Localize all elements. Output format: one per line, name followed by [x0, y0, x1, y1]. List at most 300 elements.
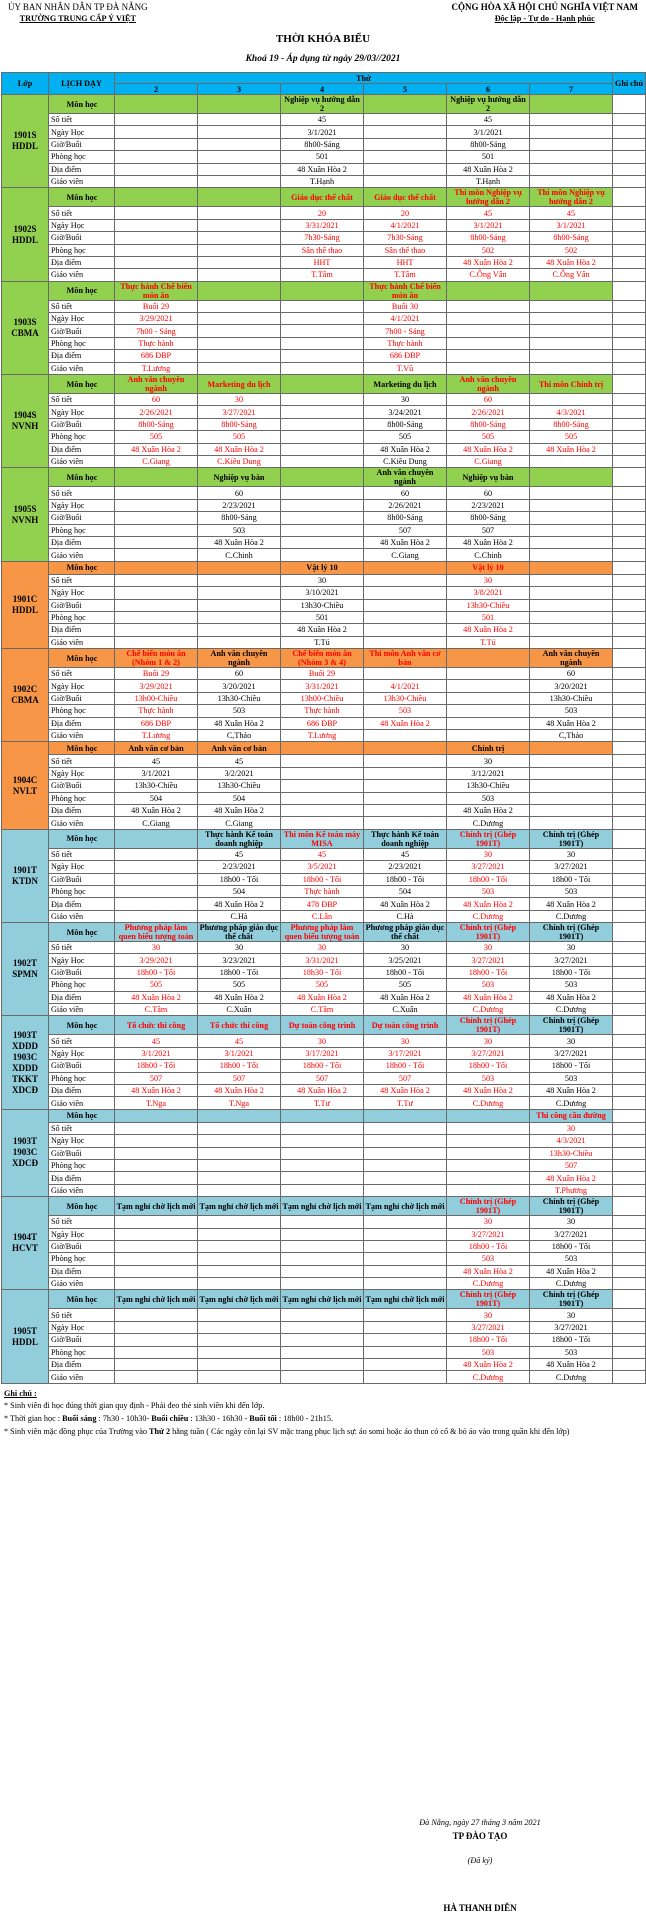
cell-start-date	[115, 1135, 198, 1147]
cell-location	[530, 350, 613, 362]
cell-periods	[447, 300, 530, 312]
cell-location	[364, 624, 447, 636]
cell-subject: Tạm nghỉ chờ lịch mới	[281, 1290, 364, 1309]
page-title: THỜI KHÓA BIỂU	[275, 33, 371, 45]
row-label-room: Phòng học	[49, 244, 115, 256]
cell-session-time: 18h00 - Tối	[364, 966, 447, 978]
cell-start-date	[364, 1321, 447, 1333]
cell-note	[613, 611, 646, 623]
cell-session-time	[447, 325, 530, 337]
cell-session-time	[364, 599, 447, 611]
cell-location	[198, 163, 281, 175]
row-label-subject: Môn học	[49, 188, 115, 207]
note-line	[4, 1426, 642, 1439]
class-detail-row	[2, 817, 646, 829]
cell-location: 48 Xuân Hòa 2	[447, 256, 530, 268]
cell-note	[613, 549, 646, 561]
cell-periods	[198, 300, 281, 312]
cell-teacher: C.Dương	[447, 1097, 530, 1109]
cell-teacher	[115, 549, 198, 561]
issuer-school: TRƯỜNG TRUNG CẤP Ý VIỆT	[19, 14, 136, 23]
header-class: Lớp	[2, 73, 49, 95]
cell-subject: Anh văn chuyên ngành	[364, 468, 447, 487]
row-label-start-date: Ngày Học	[49, 1135, 115, 1147]
cell-session-time	[198, 1334, 281, 1346]
cell-session-time	[447, 1147, 530, 1159]
row-label-subject: Môn học	[49, 1109, 115, 1122]
cell-session-time: 7h30-Sáng	[364, 232, 447, 244]
cell-start-date: 3/1/2021	[115, 1047, 198, 1059]
cell-teacher: C.Tâm	[115, 1004, 198, 1016]
row-label-start-date: Ngày Học	[49, 861, 115, 873]
cell-start-date	[364, 1135, 447, 1147]
cell-teacher: C.Giang	[198, 817, 281, 829]
class-name: 1903S CBMA	[2, 281, 49, 374]
signature-name: HÀ THANH DIỄN	[443, 1903, 517, 1913]
cell-teacher: C.Dương	[530, 1371, 613, 1383]
cell-start-date	[364, 767, 447, 779]
row-label-periods: Số tiết	[49, 1309, 115, 1321]
cell-periods	[364, 114, 447, 126]
cell-start-date	[198, 1228, 281, 1240]
cell-subject	[198, 561, 281, 574]
row-label-session-time: Giờ/Buổi	[49, 692, 115, 704]
cell-note	[613, 232, 646, 244]
cell-note	[613, 574, 646, 586]
row-label-start-date: Ngày Học	[49, 126, 115, 138]
cell-start-date: 3/1/2021	[447, 219, 530, 231]
header-day: 7	[530, 84, 613, 95]
cell-subject: Vật lý 10	[447, 561, 530, 574]
cell-periods: 30	[198, 394, 281, 406]
header-weekday: Thứ	[115, 73, 613, 84]
cell-subject: Chính trị	[447, 742, 530, 755]
cell-periods	[364, 668, 447, 680]
cell-start-date	[530, 767, 613, 779]
cell-room: 507	[447, 524, 530, 536]
cell-note	[613, 1047, 646, 1059]
cell-location: 48 Xuân Hòa 2	[281, 624, 364, 636]
cell-start-date	[281, 1321, 364, 1333]
cell-start-date: 3/29/2021	[115, 954, 198, 966]
cell-start-date	[115, 219, 198, 231]
class-name: 1902S HDDL	[2, 188, 49, 281]
class-detail-row	[2, 1047, 646, 1059]
class-detail-row	[2, 487, 646, 499]
cell-subject	[115, 95, 198, 114]
row-label-session-time: Giờ/Buổi	[49, 780, 115, 792]
class-detail-row	[2, 574, 646, 586]
class-detail-row	[2, 1359, 646, 1371]
cell-location: 48 Xuân Hòa 2	[198, 1085, 281, 1097]
cell-room: 503	[364, 705, 447, 717]
cell-location	[364, 163, 447, 175]
cell-periods	[198, 1309, 281, 1321]
cell-room	[115, 244, 198, 256]
cell-note	[613, 780, 646, 792]
note-text: : 7h30 - 10h30-	[96, 1414, 152, 1423]
cell-session-time: 13h30-Chiều	[198, 780, 281, 792]
cell-location: 48 Xuân Hòa 2	[364, 536, 447, 548]
class-detail-row	[2, 313, 646, 325]
cell-start-date: 3/27/2021	[447, 1228, 530, 1240]
cell-start-date	[530, 126, 613, 138]
cell-teacher	[447, 730, 530, 742]
cell-periods: 30	[530, 848, 613, 860]
cell-periods: 30	[447, 848, 530, 860]
cell-subject: Chế biến món ăn (Nhóm 3 & 4)	[281, 649, 364, 668]
cell-subject: Thi môn Kế toán máy MISA	[281, 829, 364, 848]
cell-subject	[447, 281, 530, 300]
row-label-session-time: Giờ/Buổi	[49, 1060, 115, 1072]
cell-subject	[281, 742, 364, 755]
signature-office: TP ĐÀO TẠO	[452, 1831, 508, 1841]
cell-session-time: 18h00 - Tối	[447, 966, 530, 978]
row-label-session-time: Giờ/Buổi	[49, 1240, 115, 1252]
cell-start-date: 3/27/2021	[530, 1047, 613, 1059]
cell-location: 48 Xuân Hòa 2	[447, 898, 530, 910]
cell-teacher: T.Tâm	[364, 269, 447, 281]
row-label-session-time: Giờ/Buổi	[49, 232, 115, 244]
cell-location: 48 Xuân Hòa 2	[447, 1359, 530, 1371]
cell-start-date: 3/10/2021	[281, 587, 364, 599]
cell-note	[613, 375, 646, 394]
cell-location: 48 Xuân Hòa 2	[530, 991, 613, 1003]
cell-note	[613, 885, 646, 897]
row-label-start-date: Ngày Học	[49, 313, 115, 325]
cell-session-time: 8h00-Sáng	[364, 512, 447, 524]
cell-start-date: 3/27/2021	[530, 954, 613, 966]
cell-teacher	[364, 175, 447, 187]
cell-session-time: 13h00-Chiều	[281, 692, 364, 704]
cell-start-date: 4/1/2021	[364, 680, 447, 692]
cell-room: 504	[198, 885, 281, 897]
class-detail-row	[2, 524, 646, 536]
class-detail-row	[2, 954, 646, 966]
cell-room: 503	[447, 1253, 530, 1265]
cell-session-time	[198, 232, 281, 244]
cell-session-time	[364, 1334, 447, 1346]
cell-subject: Anh văn cơ bản	[198, 742, 281, 755]
cell-session-time: 8h00-Sáng	[198, 512, 281, 524]
cell-start-date	[198, 126, 281, 138]
cell-start-date: 3/1/2021	[198, 1047, 281, 1059]
row-label-room: Phòng học	[49, 979, 115, 991]
class-detail-row	[2, 406, 646, 418]
cell-start-date: 3/27/2021	[447, 954, 530, 966]
cell-session-time: 8h00-Sáng	[530, 232, 613, 244]
cell-note	[613, 1290, 646, 1309]
cell-subject	[115, 829, 198, 848]
cell-location: 48 Xuân Hòa 2	[530, 1265, 613, 1277]
class-detail-row	[2, 1228, 646, 1240]
note-text: : 13h30 - 16h30 -	[188, 1414, 250, 1423]
cell-subject	[115, 468, 198, 487]
row-label-teacher: Giáo viên	[49, 730, 115, 742]
cell-session-time: 18h00 - Tối	[530, 1334, 613, 1346]
cell-session-time: 8h00-Sáng	[281, 138, 364, 150]
cell-periods	[281, 394, 364, 406]
class-subject-row	[2, 1197, 646, 1216]
cell-start-date: 3/1/2021	[115, 767, 198, 779]
cell-note	[613, 300, 646, 312]
cell-room	[281, 524, 364, 536]
cell-note	[613, 1004, 646, 1016]
row-label-location: Địa điểm	[49, 1265, 115, 1277]
row-label-teacher: Giáo viên	[49, 817, 115, 829]
cell-start-date: 4/3/2021	[530, 406, 613, 418]
class-detail-row	[2, 1085, 646, 1097]
cell-room: 507	[198, 1072, 281, 1084]
row-label-location: Địa điểm	[49, 256, 115, 268]
cell-note	[613, 188, 646, 207]
row-label-room: Phòng học	[49, 1346, 115, 1358]
row-label-periods: Số tiết	[49, 755, 115, 767]
cell-location	[281, 1265, 364, 1277]
cell-periods: 45	[447, 207, 530, 219]
cell-note	[613, 979, 646, 991]
cell-subject: Tạm nghỉ chờ lịch mới	[198, 1197, 281, 1216]
cell-session-time	[115, 873, 198, 885]
cell-teacher: C.Dương	[530, 1004, 613, 1016]
cell-subject	[198, 1109, 281, 1122]
cell-session-time: 18h30 - Tối	[281, 966, 364, 978]
cell-location	[364, 804, 447, 816]
cell-subject	[447, 1109, 530, 1122]
row-label-room: Phòng học	[49, 524, 115, 536]
cell-teacher	[364, 636, 447, 648]
cell-location: 686 ĐBP	[115, 350, 198, 362]
class-detail-row	[2, 1122, 646, 1134]
class-detail-row	[2, 549, 646, 561]
cell-subject	[530, 281, 613, 300]
cell-room: 502	[447, 244, 530, 256]
cell-subject: Chính trị (Ghép 1901T)	[530, 1197, 613, 1216]
cell-start-date	[198, 587, 281, 599]
cell-note	[613, 910, 646, 922]
cell-room: 505	[530, 431, 613, 443]
cell-location	[198, 350, 281, 362]
cell-teacher	[364, 1184, 447, 1196]
cell-room	[364, 151, 447, 163]
cell-note	[613, 792, 646, 804]
cell-session-time: 13h30-Chiều	[198, 692, 281, 704]
cell-periods: 45	[281, 114, 364, 126]
cell-subject: Tạm nghỉ chờ lịch mới	[115, 1197, 198, 1216]
cell-room	[198, 244, 281, 256]
cell-location	[364, 1359, 447, 1371]
header-day: 5	[364, 84, 447, 95]
class-detail-row	[2, 207, 646, 219]
cell-start-date	[281, 1135, 364, 1147]
cell-room: 503	[447, 792, 530, 804]
cell-note	[613, 362, 646, 374]
class-name: 1902C CBMA	[2, 649, 49, 742]
cell-periods	[198, 1122, 281, 1134]
cell-location: 48 Xuân Hòa 2	[115, 991, 198, 1003]
cell-teacher	[447, 1184, 530, 1196]
class-detail-row	[2, 624, 646, 636]
class-subject-row	[2, 188, 646, 207]
cell-note	[613, 1147, 646, 1159]
national-motto-block	[452, 2, 638, 30]
row-label-location: Địa điểm	[49, 350, 115, 362]
note-line	[4, 1413, 642, 1426]
cell-room: 507	[530, 1159, 613, 1171]
class-detail-row	[2, 232, 646, 244]
cell-note	[613, 350, 646, 362]
cell-start-date: 3/17/2021	[281, 1047, 364, 1059]
cell-location	[115, 536, 198, 548]
cell-location	[115, 163, 198, 175]
cell-start-date	[281, 499, 364, 511]
cell-room	[281, 1159, 364, 1171]
cell-teacher: T.Nga	[198, 1097, 281, 1109]
note-text: * Thời gian học :	[4, 1414, 63, 1423]
row-label-location: Địa điểm	[49, 1172, 115, 1184]
signature-block	[0, 1818, 646, 1918]
cell-teacher: C.Dương	[447, 817, 530, 829]
cell-start-date	[115, 499, 198, 511]
cell-start-date: 2/26/2021	[447, 406, 530, 418]
cell-location: 48 Xuân Hòa 2	[281, 991, 364, 1003]
cell-periods	[198, 574, 281, 586]
cell-teacher	[115, 269, 198, 281]
cell-location: 48 Xuân Hòa 2	[447, 536, 530, 548]
cell-room	[447, 337, 530, 349]
cell-teacher	[530, 175, 613, 187]
cell-subject: Nghiệp vụ hướng dẫn 2	[447, 95, 530, 114]
cell-subject	[281, 468, 364, 487]
cell-session-time	[530, 512, 613, 524]
class-detail-row	[2, 536, 646, 548]
class-detail-row	[2, 873, 646, 885]
cell-start-date	[447, 313, 530, 325]
row-label-room: Phòng học	[49, 611, 115, 623]
row-label-teacher: Giáo viên	[49, 455, 115, 467]
cell-teacher: T.Lương	[281, 730, 364, 742]
cell-location	[281, 804, 364, 816]
row-label-subject: Môn học	[49, 923, 115, 942]
cell-room	[364, 1253, 447, 1265]
cell-subject	[364, 742, 447, 755]
cell-location: 48 Xuân Hòa 2	[115, 804, 198, 816]
cell-periods	[198, 1216, 281, 1228]
cell-room	[447, 705, 530, 717]
cell-subject: Chính trị (Ghép 1901T)	[530, 1290, 613, 1309]
cell-note	[613, 668, 646, 680]
note-bold: Buổi tối	[249, 1414, 277, 1423]
cell-start-date	[364, 1228, 447, 1240]
cell-start-date: 3/27/2021	[447, 1047, 530, 1059]
cell-note	[613, 861, 646, 873]
cell-location	[530, 804, 613, 816]
cell-location: 48 Xuân Hòa 2	[447, 443, 530, 455]
cell-start-date	[364, 587, 447, 599]
cell-periods	[364, 1309, 447, 1321]
cell-note	[613, 599, 646, 611]
cell-note	[613, 624, 646, 636]
cell-location	[364, 1172, 447, 1184]
cell-session-time: 18h00 - Tối	[447, 1240, 530, 1252]
cell-periods: 45	[198, 1035, 281, 1047]
cell-location	[281, 536, 364, 548]
cell-periods: 60	[364, 487, 447, 499]
class-detail-row	[2, 1035, 646, 1047]
row-label-location: Địa điểm	[49, 898, 115, 910]
cell-session-time	[281, 512, 364, 524]
row-label-room: Phòng học	[49, 1072, 115, 1084]
cell-room: 505	[198, 979, 281, 991]
cell-location: 48 Xuân Hòa 2	[198, 991, 281, 1003]
cell-room: 503	[447, 885, 530, 897]
cell-teacher	[115, 1278, 198, 1290]
cell-room	[115, 1253, 198, 1265]
cell-note	[613, 804, 646, 816]
cell-session-time: 13h30-Chiều	[447, 780, 530, 792]
cell-start-date: 4/1/2021	[364, 219, 447, 231]
cell-periods: Buổi 29	[115, 668, 198, 680]
cell-subject: Thi môn Nghiệp vụ hướng dẫn 2	[530, 188, 613, 207]
row-label-location: Địa điểm	[49, 804, 115, 816]
cell-subject: Anh văn chuyên ngành	[447, 375, 530, 394]
cell-start-date	[198, 313, 281, 325]
cell-room	[530, 792, 613, 804]
cell-location: 686 ĐBP	[281, 717, 364, 729]
cell-teacher	[198, 269, 281, 281]
cell-teacher: C.Kiều Dung	[364, 455, 447, 467]
cell-location: 48 Xuân Hòa 2	[364, 898, 447, 910]
cell-room: 503	[530, 1072, 613, 1084]
class-name: 1905T HDDL	[2, 1290, 49, 1383]
cell-subject: Chính trị (Ghép 1901T)	[447, 1290, 530, 1309]
cell-note	[613, 1060, 646, 1072]
cell-subject	[530, 468, 613, 487]
cell-subject: Tổ chức thi công	[115, 1016, 198, 1035]
cell-subject	[364, 95, 447, 114]
cell-session-time	[115, 232, 198, 244]
row-label-session-time: Giờ/Buổi	[49, 873, 115, 885]
cell-location	[115, 256, 198, 268]
row-label-teacher: Giáo viên	[49, 910, 115, 922]
cell-location: 48 Xuân Hòa 2	[447, 1265, 530, 1277]
class-detail-row	[2, 767, 646, 779]
cell-start-date: 3/1/2021	[281, 126, 364, 138]
cell-note	[613, 487, 646, 499]
cell-note	[613, 337, 646, 349]
cell-room	[281, 337, 364, 349]
class-detail-row	[2, 1253, 646, 1265]
cell-teacher: C.Dương	[530, 1278, 613, 1290]
cell-note	[613, 1085, 646, 1097]
row-label-periods: Số tiết	[49, 1122, 115, 1134]
cell-start-date	[281, 1228, 364, 1240]
cell-session-time	[281, 1240, 364, 1252]
row-label-location: Địa điểm	[49, 1085, 115, 1097]
cell-note	[613, 649, 646, 668]
cell-periods: 60	[198, 668, 281, 680]
cell-location: 48 Xuân Hòa 2	[198, 898, 281, 910]
row-label-subject: Môn học	[49, 281, 115, 300]
cell-room	[364, 611, 447, 623]
cell-room	[281, 792, 364, 804]
class-name: 1905S NVNH	[2, 468, 49, 561]
cell-note	[613, 256, 646, 268]
cell-room	[281, 1346, 364, 1358]
cell-teacher: C.Hà	[364, 910, 447, 922]
cell-room: 501	[447, 151, 530, 163]
cell-subject	[281, 281, 364, 300]
